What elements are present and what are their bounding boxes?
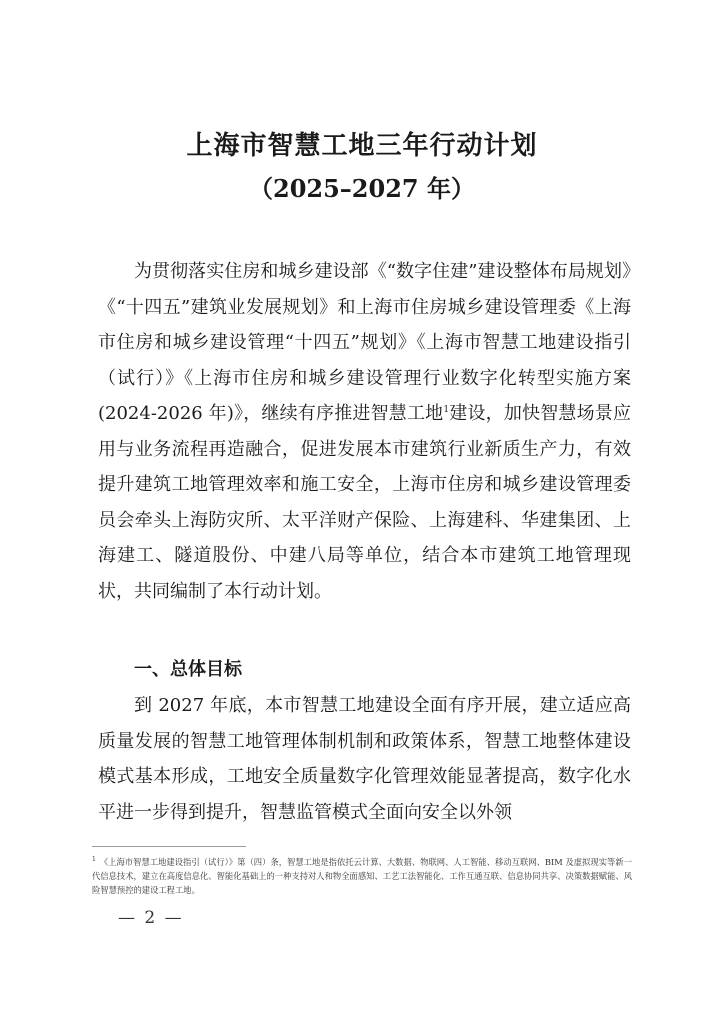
intro-paragraph [98, 254, 631, 609]
footnote-divider [92, 846, 246, 847]
document-title: 上海市智慧工地三年行动计划 [186, 131, 538, 161]
document-subtitle: （2025–2027 年） [249, 174, 475, 203]
section-paragraph: 到 2027 年底，本市智慧工地建设全面有序开展，建立适应高质量发展的智慧工地管理体制机制和政策体系，智慧工地整体建设模式基本形成，工地安全质量数字化管理效能显著提高，数字化水平进一步得到提升，智慧监管模式全面向安全以外领 [98, 695, 631, 823]
footnote-reference[interactable]: 1 [443, 405, 450, 415]
footnote-mark: 1 [92, 856, 96, 864]
intro-text-part2: 建设，加快智慧场景应用与业务流程再造融合，促进发展本市建筑行业新质生产力，有效提升建筑工地管理效率和施工安全，上海市住房和城乡建设管理委员会牵头上海防灾所、太平洋财产保险、上海建科、华建集团、上海建工、隧道股份、中建八局等单位，结合本市建筑工地管理现状，共同编制了本行动计划。 [98, 403, 631, 602]
section-heading: 一、总体目标 [134, 659, 242, 680]
page-number: — 2 — [118, 908, 184, 928]
footnote-text: 《上海市智慧工地建设指引（试行）》第（四）条，智慧工地是指依托云计算、大数据、物联网、人工智能、移动互联网、BIM 及虚拟现实等新一代信息技术，建立在高度信息化、智能化基础上的一种支持对人和物全面感知、工艺工法智能化、工作互通互联、信息协同共享、决策数据赋能、风险智慧预控的建设工程工地。 [92, 857, 632, 895]
footnote [92, 855, 632, 897]
intro-text-part1: 为贯彻落实住房和城乡建设部《“数字住建”建设整体布局规划》《“十四五”建筑业发展规划》和上海市住房城乡建设管理委《上海市住房和城乡建设管理“十四五”规划》《上海市智慧工地建设指引（试行）》《上海市住房和城乡建设管理行业数字化转型实施方案(2024-2026 年)》，继续有序推进智慧工地 [98, 261, 631, 424]
